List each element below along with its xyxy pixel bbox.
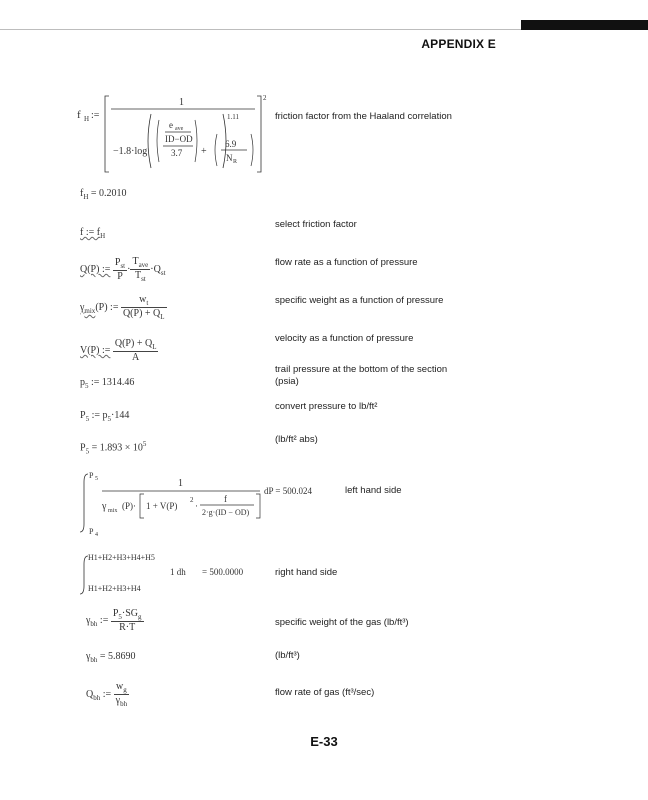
- haaland-e-sub: ave: [175, 126, 184, 132]
- gamma-equation: $\gamma_{mix}(P)$ := $\frac{w_t}{Q(P) + Q_L}$: [80, 294, 165, 321]
- int-upper-sub: 5: [95, 476, 98, 482]
- desc-velocity: velocity as a function of pressure: [275, 333, 414, 344]
- int-result: dP = 500.024: [264, 486, 312, 496]
- lhs-integral: [78, 468, 348, 538]
- haaland-idod: ID−OD: [165, 134, 193, 144]
- int-bracket-exp: 2: [190, 496, 194, 504]
- haaland-exp-111: 1.11: [227, 113, 239, 121]
- velocity-equation: V(P) := $\frac{Q(P) + Q_L}{A}$: [80, 338, 157, 363]
- int-gamma: γ: [102, 501, 107, 512]
- desc-select-friction: select friction factor: [275, 219, 357, 230]
- int-gamma-tail: (P)·: [122, 501, 136, 511]
- q-frac-p: $\frac{P_{st}}{P}$: [114, 257, 126, 282]
- haaland-one: 1: [179, 97, 184, 108]
- q-frac-t: $\frac{T_{ave}}{T_{st}}$: [132, 256, 149, 283]
- desc-convert-pressure: convert pressure to lb/ft²: [275, 401, 378, 412]
- haaland-six-nine: 6.9: [225, 139, 237, 149]
- desc-flow-rate: flow rate as a function of pressure: [275, 257, 418, 268]
- P5-assign: $P_5$ := $p_5\cdot 144$: [80, 410, 130, 423]
- desc-specific-weight: specific weight as a function of pressure: [275, 295, 444, 306]
- haaland-nr: N: [226, 153, 233, 163]
- desc-specific-weight-gas: specific weight of the gas (lb/ft³): [275, 617, 409, 628]
- gamma-bh-result: $\gamma_{bh} = 5.8690$: [86, 651, 136, 664]
- velocity-frac: $\frac{Q(P) + Q_L}{A}$: [114, 338, 157, 363]
- rhs-body: 1 dh: [170, 567, 186, 577]
- int-gamma-sub: mix: [108, 508, 118, 514]
- svg-text:+: +: [201, 146, 207, 157]
- P5-result: $P_5 = 1.893 \times 10^5$: [80, 440, 147, 456]
- gamma-frac: $\frac{w_t}{Q(P) + Q_L}$: [122, 294, 165, 321]
- haaland-three-seven: 3.7: [171, 148, 183, 158]
- int-den: 2·g·(ID − OD): [202, 508, 250, 517]
- desc-lb-ft3: (lb/ft³): [275, 650, 300, 661]
- int-bracket: 1 + V(P): [146, 501, 178, 511]
- haaland-lhs-sub: H: [84, 115, 90, 123]
- desc-lb-ft2-abs: (lb/ft² abs): [275, 434, 318, 445]
- haaland-e: e: [169, 120, 173, 130]
- haaland-coef: −1.8·log: [113, 146, 148, 157]
- int-one: 1: [178, 478, 183, 489]
- rhs-upper: H1+H2+H3+H4+H5: [88, 553, 155, 562]
- appendix-header: APPENDIX E: [421, 37, 496, 51]
- desc-friction-haaland: friction factor from the Haaland correlation: [275, 111, 452, 122]
- haaland-outer-exp: 2: [263, 94, 267, 102]
- rhs-lower: H1+H2+H3+H4: [88, 584, 141, 593]
- f-select: f := $f_H$: [80, 227, 106, 240]
- rhs-integral: [78, 550, 278, 600]
- fh-result: $f_H = 0.2010$: [80, 188, 127, 201]
- q-bh-equation: $Q_{bh}$ := $\frac{w_g}{\gamma_{bh}}$: [86, 681, 128, 708]
- haaland-equation: [75, 92, 335, 182]
- svg-text::=: :=: [91, 110, 100, 121]
- rhs-result: = 500.0000: [202, 567, 244, 577]
- int-upper: P: [89, 471, 94, 480]
- page-number: E-33: [310, 734, 338, 749]
- desc-left-hand-side: left hand side: [345, 485, 402, 496]
- header-black-bar: [521, 20, 648, 30]
- int-lower-sub: 4: [95, 532, 98, 538]
- int-f: f: [224, 494, 227, 504]
- desc-right-hand-side: right hand side: [275, 567, 338, 578]
- desc-trail-pressure-2: (psia): [275, 376, 299, 387]
- q-equation: Q(P) := $\frac{P_{st}}{P}$ · $\frac{T_{ave}}{T_{st}}$ $\cdot Q_{st}$: [80, 256, 166, 283]
- desc-flow-rate-gas: flow rate of gas (ft³/sec): [275, 687, 375, 698]
- gamma-bh-equation: $\gamma_{bh}$ := $\frac{P_5\cdot SG_g}{R\cdot T}$: [86, 608, 142, 633]
- desc-trail-pressure-1: trail pressure at the bottom of the section: [275, 364, 448, 375]
- int-lower: P: [89, 527, 94, 536]
- haaland-lhs: f: [77, 109, 81, 121]
- haaland-nr-sub: R: [233, 159, 238, 165]
- int-bracket-tail: ·: [195, 501, 198, 511]
- p5-assign: $p_5$ := 1314.46: [80, 377, 135, 390]
- q-bh-frac: $\frac{w_g}{\gamma_{bh}}$: [115, 681, 128, 708]
- gamma-bh-frac: $\frac{P_5\cdot SG_g}{R\cdot T}$: [112, 608, 142, 633]
